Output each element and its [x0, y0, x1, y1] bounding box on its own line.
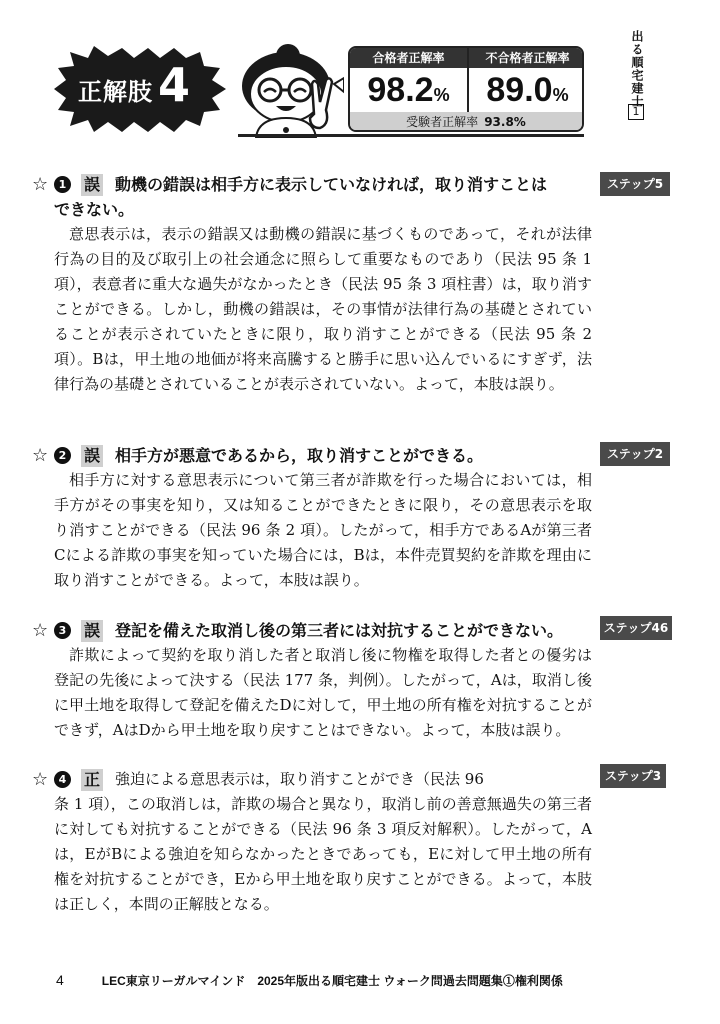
choice-item-3: [32, 618, 592, 743]
choice-item-1: [32, 172, 592, 397]
choice-explanation: 条 1 項），この取消しは，詐欺の場合と異なり，取消し前の善意無過失の第三者に対しても対抗することができる（民法 96 条 3 項反対解釈）。したがって，Aは，EがBによる強迫を知らなかったときであっても，Eに対して甲土地の所有権を対抗することができ，Eから甲土地を取り戻すことができる。よって，本肢は正しく，本問の正解肢となる。: [54, 795, 592, 913]
star-icon: ☆: [32, 174, 49, 195]
star-icon: ☆: [32, 769, 49, 790]
choice-number: 2: [54, 447, 71, 464]
page-number: 4: [56, 972, 64, 988]
choice-number: 4: [54, 771, 71, 788]
fail-rate-value: 89.0%: [486, 71, 569, 109]
answer-number: 4: [158, 58, 191, 112]
choice-item-4: [32, 767, 592, 917]
page-footer: [56, 972, 563, 989]
choice-title: 相手方が悪意であるから，取り消すことができる。: [115, 446, 484, 465]
answer-label: 正解肢: [78, 78, 153, 106]
mascot-illustration: [226, 44, 344, 138]
examinee-rate-label: 受験者正解率: [406, 115, 479, 129]
choice-title: 登記を備えた取消し後の第三者には対抗することができない。: [115, 621, 564, 640]
verdict-label: 正: [81, 769, 103, 791]
choice-explanation: 意思表示は，表示の錯誤又は動機の錯誤に基づくものであって，それが法律行為の目的及び取引上の社会通念に照らして重要なものであり（民法 95 条 1 項），表意者に重大な過失がなかったとき（民法 95 条 3 項柱書）は，取り消すことができる。しかし，動機の錯誤は，その事情が法律行為の基礎とされていることが表示されていたときに限り，取り消すことができる（民法 95 条 2 項）。Bは，甲土地の地価が将来高騰すると勝手に思い込んでいるにすぎず，法律行為の基礎とされていることが表示されていない。よって，本肢は誤り。: [54, 225, 592, 393]
step-tag: ステップ46: [600, 616, 672, 640]
choice-number: 1: [54, 176, 71, 193]
choice-item-2: [32, 443, 592, 593]
choice-explanation: 詐欺によって契約を取り消した者と取消し後に物権を取得した者との優劣は登記の先後によって決する（民法 177 条，判例）。したがって，Aは，取消し後に甲土地を取得して登記を備えたDに対して，甲土地の所有権を対抗することができず，AはDから甲土地を取り戻すことはできない。よって，本肢は誤り。: [54, 646, 592, 739]
fail-rate-label: 不合格者正解率: [469, 48, 584, 68]
pass-rate-value: 98.2%: [367, 71, 450, 109]
step-tag: ステップ5: [600, 172, 670, 196]
star-icon: ☆: [32, 620, 49, 641]
verdict-label: 誤: [81, 445, 103, 467]
footer-text: LEC東京リーガルマインド 2025年版出る順宅建士 ウォーク問過去問題集①権利関係: [101, 974, 563, 988]
header-rule: [238, 134, 584, 137]
choice-title: 強迫による意思表示は，取り消すことができ（民法 96: [115, 770, 484, 788]
choice-title-continued: できない。: [54, 200, 135, 219]
correct-rate-box: [348, 46, 584, 132]
examinee-rate-value: 93.8%: [484, 115, 526, 129]
choice-title: 動機の錯誤は相手方に表示していなければ，取り消すことは: [115, 175, 548, 194]
choice-explanation: 相手方に対する意思表示について第三者が詐欺を行った場合においては，相手方がその事実を知り，又は知ることができたときに限り，その意思表示を取り消すことができる（民法 96 条 2 項）。したがって，相手方であるAが第三者Cによる詐欺の事実を知っていた場合には，Bは，本件売買契約を詐欺を理由に取り消すことができる。よって，本肢は誤り。: [54, 471, 592, 589]
step-tag: ステップ3: [600, 764, 666, 788]
examinee-rate: [350, 112, 582, 132]
verdict-label: 誤: [81, 174, 103, 196]
pass-rate-label: 合格者正解率: [350, 48, 467, 68]
verdict-label: 誤: [81, 620, 103, 642]
book-volume-number: 1: [628, 104, 644, 120]
answer-badge: [48, 46, 226, 132]
step-tag: ステップ2: [600, 442, 670, 466]
star-icon: ☆: [32, 445, 49, 466]
book-series-tag: 出る順宅建士: [630, 30, 644, 108]
choice-number: 3: [54, 622, 71, 639]
